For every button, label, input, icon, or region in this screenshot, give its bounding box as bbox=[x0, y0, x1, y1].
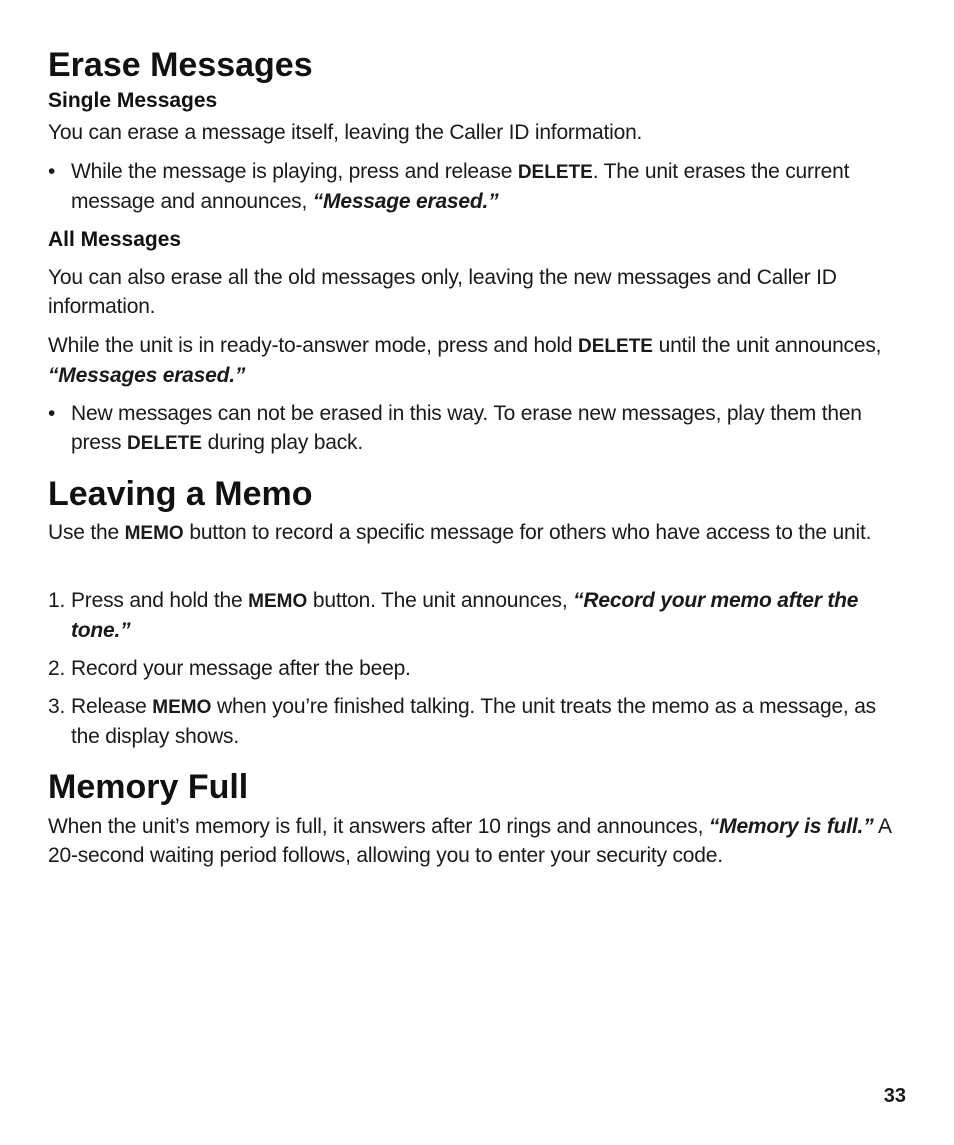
bullet-erase-single: • While the message is playing, press and release DELETE. The unit erases the current message and announces, “Message erased.” bbox=[48, 157, 910, 216]
step-number: 3. bbox=[48, 695, 66, 718]
step-number: 2. bbox=[48, 657, 66, 680]
delete-key-label: DELETE bbox=[578, 336, 653, 357]
memo-key-label: MEMO bbox=[152, 697, 212, 718]
bullet-erase-new-note: • New messages can not be erased in this way. To erase new messages, play them then press DELETE during play back. bbox=[48, 399, 910, 458]
section-title-erase-messages: Erase Messages bbox=[48, 46, 313, 84]
announcement-quote: “Message erased.” bbox=[312, 190, 499, 213]
step-number: 1. bbox=[48, 589, 66, 612]
subheading-all-messages: All Messages bbox=[48, 228, 182, 251]
bullet-mark: • bbox=[48, 160, 56, 183]
memo-intro: Use the MEMO button to record a specific message for others who have access to the unit. bbox=[48, 521, 872, 544]
memo-step-2: 2. Record your message after the beep. bbox=[48, 654, 910, 683]
announcement-quote: “Memory is full.” bbox=[708, 815, 874, 838]
bullet-mark: • bbox=[48, 402, 56, 425]
memory-full-body: When the unit’s memory is full, it answers after 10 rings and announces, “Memory is full.” A 20-second waiting period follows, allowing you to enter your security code. bbox=[48, 815, 891, 867]
section-title-memory-full: Memory Full bbox=[48, 768, 249, 806]
all-messages-intro: You can also erase all the old messages only, leaving the new messages and Caller ID information. bbox=[48, 266, 837, 318]
subheading-single-messages: Single Messages bbox=[48, 89, 218, 112]
announcement-quote: “Record your memo after the tone.” bbox=[71, 589, 859, 642]
page-number: 33 bbox=[883, 1085, 906, 1107]
announcement-quote: “Messages erased.” bbox=[48, 364, 246, 387]
all-messages-instruction: While the unit is in ready-to-answer mode, press and hold DELETE until the unit announces, “Messages erased.” bbox=[48, 334, 882, 387]
delete-key-label: DELETE bbox=[127, 433, 202, 454]
memo-step-1: 1. Press and hold the MEMO button. The unit announces, “Record your memo after the tone.” bbox=[48, 586, 910, 645]
memo-key-label: MEMO bbox=[248, 591, 308, 612]
single-messages-intro: You can erase a message itself, leaving the Caller ID information. bbox=[48, 121, 643, 144]
memo-step-3: 3. Release MEMO when you’re finished talking. The unit treats the memo as a message, as the display shows. bbox=[48, 692, 910, 751]
memo-key-label: MEMO bbox=[124, 523, 184, 544]
delete-key-label: DELETE bbox=[517, 162, 593, 183]
section-title-leaving-a-memo: Leaving a Memo bbox=[48, 475, 313, 513]
